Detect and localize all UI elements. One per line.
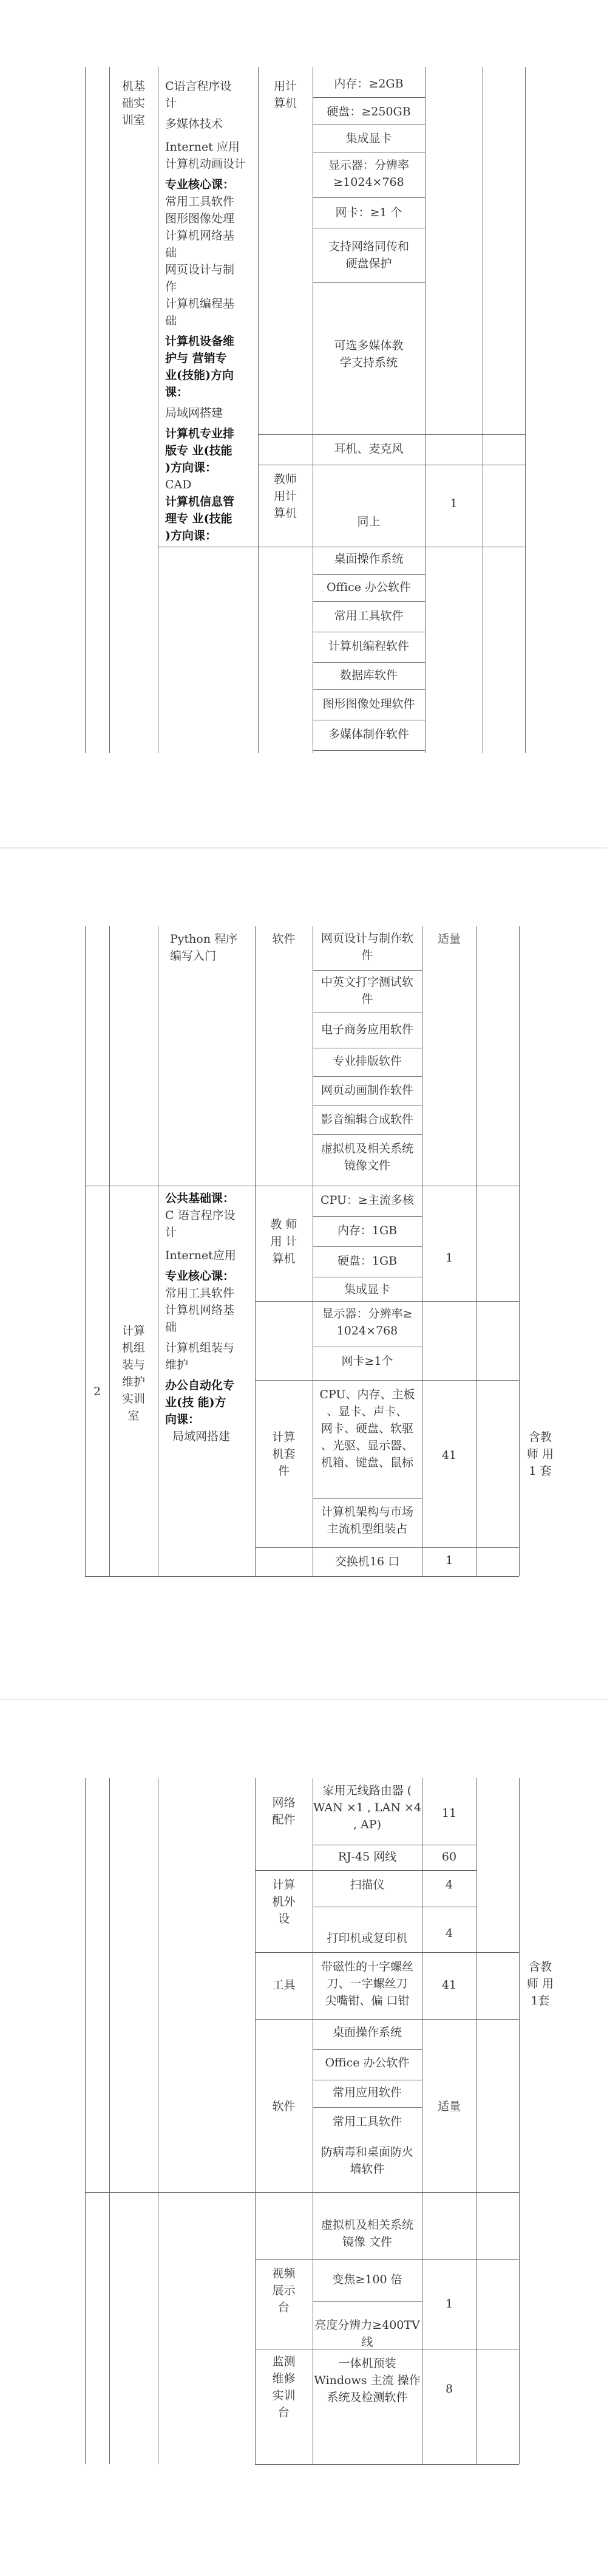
software-os: 桌面操作系统 — [332, 2026, 402, 2039]
course-list: 公共基础课： C 语言程序设 计 Internet应用 专业核心课： 常用工具软件 计算机网络基 础 计算机组装与 维护 办公自动化专 业(技 能)方 向课： 局域网搭建 — [165, 1192, 236, 1443]
spec-printer: 打印机或复印机 — [327, 1932, 408, 1945]
qty-monitor: 8 — [445, 2382, 453, 2396]
equipment-tools: 工具 — [272, 1978, 296, 1992]
software-database: 数据库软件 — [339, 669, 398, 682]
spec-switch: 交换机16 口 — [334, 1555, 400, 1568]
software-tools: 常用工具软件 — [334, 609, 404, 623]
software-apps: 常用应用软件 — [332, 2086, 402, 2099]
software-office: Office 办公软件 — [325, 2056, 410, 2069]
remark-tools: 含教 师 用 1套 — [526, 1960, 554, 2007]
equipment-monitor-bench: 监测 维修 实训 台 — [272, 2355, 296, 2419]
spec-zoom: 变焦≥100 倍 — [332, 2273, 402, 2286]
equipment-student-computer: 用计 算机 — [273, 80, 297, 110]
software-os: 桌面操作系统 — [334, 552, 404, 565]
table-grid — [0, 0, 607, 847]
qty-printer: 4 — [445, 1927, 453, 1940]
spec-multimedia: 可选多媒体教 学支持系统 — [334, 339, 404, 369]
spec-graphics: 集成显卡 — [344, 1283, 390, 1296]
qty-kit: 41 — [441, 1449, 457, 1462]
software-antivirus: 防病毒和桌面防火 墙软件 — [320, 2145, 413, 2176]
spec-display: 显示器：分辨率≥ 1024×768 — [322, 1307, 413, 1338]
page-1 — [0, 0, 607, 847]
page-3 — [0, 1700, 607, 2576]
spec-kit-components: CPU、内存、主板 、显卡、声卡、 网卡、硬盘、软驱 、光驱、显示器、 机箱、键盘、鼠标 — [319, 1388, 415, 1469]
spec-graphics: 集成显卡 — [345, 132, 392, 145]
equipment-software: 软件 — [272, 932, 296, 946]
spec-disk: 硬盘：1GB — [337, 1254, 398, 1268]
software-ecommerce: 电子商务应用软件 — [320, 1023, 413, 1036]
spec-same-as-above: 同上 — [357, 515, 381, 528]
qty-rj45: 60 — [441, 1850, 457, 1864]
spec-kit-architecture: 计算机架构与市场 主流机型组装占 — [320, 1505, 413, 1536]
equipment-teacher-computer: 教师 用计 算机 — [273, 473, 297, 520]
software-animation: 网页动画制作软件 — [320, 1084, 413, 1097]
equipment-software: 软件 — [272, 2100, 296, 2113]
software-tools: 常用工具软件 — [332, 2115, 402, 2128]
software-graphics: 图形图像处理软件 — [322, 697, 415, 711]
room-name: 计算 机组 装与 维护 实训 室 — [121, 1324, 145, 1423]
equipment-video-presenter: 视频 展示 台 — [272, 2267, 296, 2314]
spec-memory: 内存：≥2GB — [334, 77, 404, 91]
software-programming: 计算机编程软件 — [328, 640, 409, 653]
course-python: Python 程序 编写入门 — [170, 932, 238, 963]
spec-brightness: 亮度分辨力≥400TV 线 — [314, 2318, 420, 2349]
course-list: C语言程序设 计 多媒体技术 Internet 应用 计算机动画设计 专业核心课： 常用工具软件 图形图像处理 计算机网络基 础 网页设计与制 作 计算机编程基 础 计算机设备维 护与 营销专 业(技能)方向 课： 局域网搭建 计算机专业排 版专 业(技能 )方向课： CAD 计算机信息管 理专 业(技能 )方向课： — [165, 80, 246, 542]
spec-display: 显示器：分辨率 ≥1024×768 — [328, 159, 409, 189]
software-office: Office 办公软件 — [326, 581, 412, 594]
spec-memory: 内存：1GB — [337, 1224, 398, 1237]
equipment-teacher-computer: 教 师 用 计 算机 — [270, 1218, 297, 1265]
spec-disk: 硬盘：≥250GB — [327, 105, 411, 118]
remark-kit: 含教 师 用 1 套 — [526, 1430, 554, 1478]
table-grid — [0, 1700, 607, 2576]
spec-nic: 网卡：≥1 个 — [335, 206, 402, 219]
spec-sync: 支持网络同传和 硬盘保护 — [328, 240, 409, 270]
qty-software: 适量 — [437, 2100, 461, 2113]
page-2 — [0, 849, 607, 1699]
qty-teacher: 1 — [445, 1251, 453, 1265]
qty-switch: 1 — [445, 1554, 453, 1567]
qty-teacher: 1 — [450, 497, 458, 510]
software-typesetting: 专业排版软件 — [332, 1054, 402, 1068]
equipment-network: 网络 配件 — [272, 1796, 296, 1826]
spec-headset: 耳机、麦克风 — [334, 442, 404, 456]
table-grid — [0, 849, 607, 1699]
spec-cpu: CPU：≥主流多核 — [320, 1194, 414, 1207]
qty-scanner: 4 — [445, 1878, 453, 1891]
qty-video: 1 — [445, 2297, 453, 2311]
spec-tools: 带磁性的十字螺丝 刀、一字螺丝刀 尖嘴钳、偏 口钳 — [320, 1960, 413, 2007]
software-typing: 中英文打字测试软 件 — [320, 975, 413, 1006]
software-multimedia: 多媒体制作软件 — [328, 728, 409, 741]
spec-router: 家用无线路由器 ( WAN ×1 , LAN ×4 , AP) — [313, 1784, 422, 1831]
row-number: 2 — [93, 1385, 101, 1398]
software-vm: 虚拟机及相关系统 镜像 文件 — [320, 2218, 413, 2249]
room-name: 机基 础实 训室 — [121, 80, 145, 127]
spec-monitor: 一体机预装 Windows 主流 操作 系统及检测软件 — [314, 2357, 421, 2404]
qty-tools: 41 — [441, 1978, 457, 1992]
spec-nic: 网卡≥1个 — [341, 1355, 393, 1368]
qty-software: 适量 — [437, 932, 461, 946]
equipment-computer-kit: 计算 机套 件 — [272, 1430, 296, 1478]
software-av-editing: 影音编辑合成软件 — [320, 1113, 413, 1126]
spec-scanner: 扫描仪 — [350, 1878, 385, 1891]
qty-router: 11 — [441, 1806, 457, 1820]
software-web-design: 网页设计与制作软 件 — [320, 932, 413, 962]
spec-rj45: RJ-45 网线 — [337, 1850, 397, 1864]
equipment-peripherals: 计算 机外 设 — [272, 1878, 296, 1925]
software-vm: 虚拟机及相关系统 镜像文件 — [320, 1142, 413, 1172]
